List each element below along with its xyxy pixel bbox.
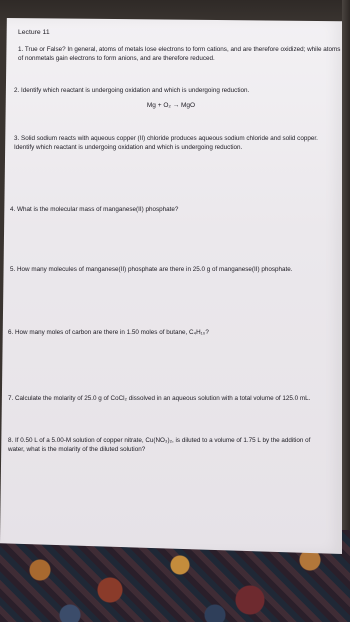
question-5: 5. How many molecules of manganese(II) phosphate are there in 25.0 g of manganese(II) phosphate. bbox=[10, 266, 293, 273]
question-3: 3. Solid sodium reacts with aqueous copper (II) chloride produces aqueous sodium chloride and solid copper. Identify which reactant is undergoing oxidation and which is undergoing reduction. bbox=[14, 135, 318, 151]
question-7: 7. Calculate the molarity of 25.0 g of CoCl₂ dissolved in an aqueous solution with a total volume of 125.0 mL. bbox=[8, 395, 311, 402]
question-8: 8. If 0.50 L of a 5.00-M solution of copper nitrate, Cu(NO₃)₂, is diluted to a volume of 1.75 L by the addition of water, what is the molarity of the diluted solution? bbox=[8, 437, 311, 453]
background-edge bbox=[342, 0, 350, 622]
question-1: 1. True or False? In general, atoms of metals lose electrons to form cations, and are therefore oxidized; while atoms of nonmetals gain electrons to form anions, and are therefore reduced. bbox=[18, 46, 341, 62]
worksheet-paper bbox=[0, 18, 342, 554]
lecture-title: Lecture 11 bbox=[18, 29, 50, 36]
question-2: 2. Identify which reactant is undergoing oxidation and which is undergoing reduction. bbox=[14, 87, 250, 94]
question-6: 6. How many moles of carbon are there in 1.50 moles of butane, C₄H₁₀? bbox=[8, 329, 209, 336]
question-4: 4. What is the molecular mass of manganese(II) phosphate? bbox=[10, 206, 179, 213]
question-2-equation: Mg + O₂ → MgO bbox=[146, 102, 196, 109]
